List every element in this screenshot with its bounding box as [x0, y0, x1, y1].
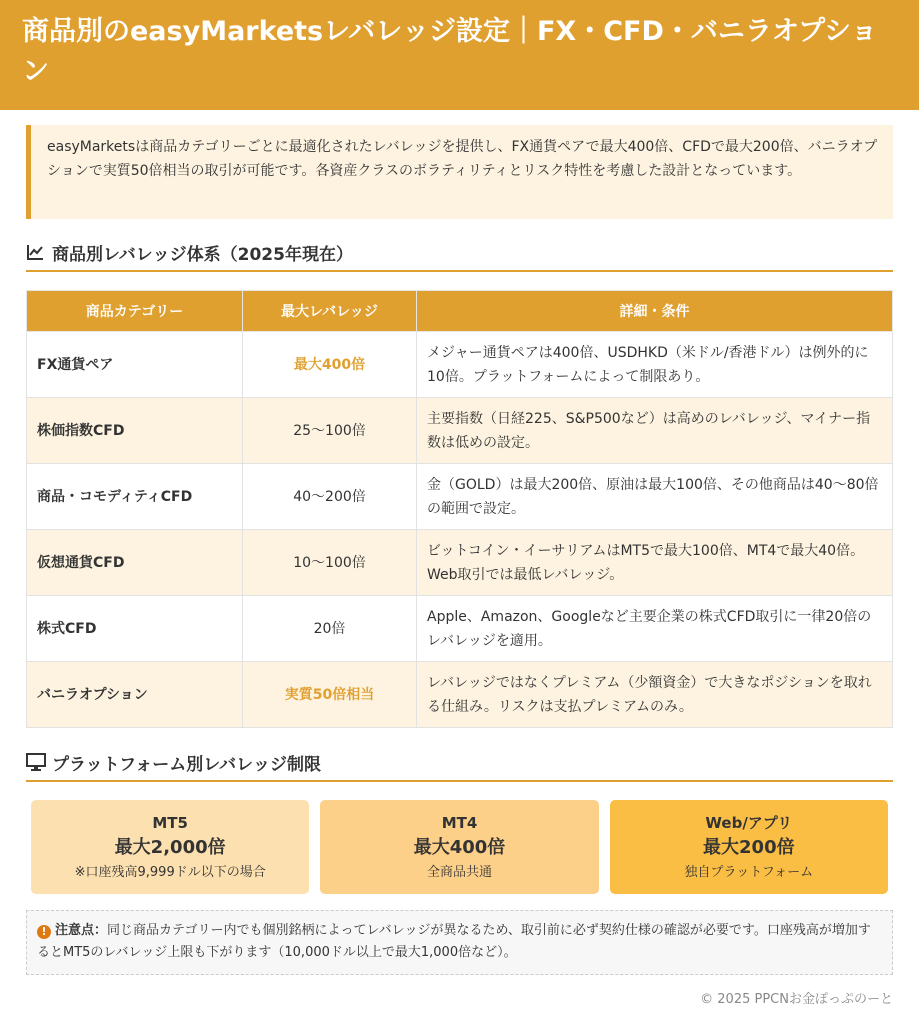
platform-note: 独自プラットフォーム	[684, 865, 814, 880]
platform-cards	[31, 800, 888, 894]
header-max: 最大レバレッジ	[243, 291, 417, 332]
category-cell: FX通貨ペア	[27, 332, 243, 398]
page-header	[0, 0, 919, 110]
platform-card-web	[610, 800, 888, 894]
platform-value: 最大400倍	[413, 837, 506, 858]
page-title: 商品別のeasyMarketsレバレッジ設定｜FX・CFD・バニラオプション	[22, 16, 878, 87]
platform-note: 全商品共通	[426, 865, 492, 880]
category-cell: 仮想通貨CFD	[27, 530, 243, 596]
table-row	[27, 464, 893, 530]
platform-value: 最大2,000倍	[114, 837, 226, 858]
leverage-table	[26, 290, 893, 728]
platform-value: 最大200倍	[703, 837, 795, 858]
table-row	[27, 662, 893, 728]
platform-name: Web/アプリ	[705, 814, 793, 832]
header-detail: 詳細・条件	[417, 291, 893, 332]
category-cell: 株価指数CFD	[27, 398, 243, 464]
intro-text: easyMarketsは商品カテゴリーごとに最適化されたレバレッジを提供し、FX通貨ペアで最大400倍、CFDで最大200倍、バニラオプションで実質50倍相当の取引が可能です。各資産クラスのボラティリティとリスク特性を考慮した設計となっています。	[47, 139, 878, 179]
table-row	[27, 596, 893, 662]
max-leverage-cell: 10〜100倍	[243, 530, 417, 596]
category-cell: 商品・コモディティCFD	[27, 464, 243, 530]
notice-label: 注意点：	[55, 923, 108, 938]
section-platform-title: プラットフォーム別レバレッジ制限	[52, 754, 321, 775]
platform-card-mt5	[31, 800, 309, 894]
platform-name: MT4	[441, 814, 478, 832]
intro-box	[26, 125, 893, 219]
exclamation-circle-icon: !	[37, 925, 51, 939]
detail-cell: 金（GOLD）は最大200倍、原油は最大100倍、その他商品は40〜80倍の範囲で設定。	[417, 464, 893, 530]
max-leverage-cell: 実質50倍相当	[243, 662, 417, 728]
max-leverage-cell: 40〜200倍	[243, 464, 417, 530]
platform-card-mt4	[320, 800, 598, 894]
section-leverage-title: 商品別レバレッジ体系（2025年現在）	[52, 244, 353, 265]
detail-cell: 主要指数（日経225、S&P500など）は高めのレバレッジ、マイナー指数は低めの設定。	[417, 398, 893, 464]
max-leverage-cell: 最大400倍	[243, 332, 417, 398]
platform-note: ※口座残高9,999ドル以下の場合	[74, 865, 266, 880]
notice-box	[26, 910, 893, 975]
category-cell: バニラオプション	[27, 662, 243, 728]
detail-cell: Apple、Amazon、Googleなど主要企業の株式CFD取引に一律20倍のレバレッジを適用。	[417, 596, 893, 662]
section-leverage-heading	[26, 240, 893, 272]
monitor-icon	[26, 753, 44, 771]
footer-copyright: © 2025 PPCNお金ぽっぷのーと	[700, 992, 893, 1007]
detail-cell: レバレッジではなくプレミアム（少額資金）で大きなポジションを取れる仕組み。リスクは支払プレミアムのみ。	[417, 662, 893, 728]
chart-line-icon	[26, 243, 44, 261]
table-header-row	[27, 291, 893, 332]
section-platform-heading	[26, 750, 893, 782]
header-category: 商品カテゴリー	[27, 291, 243, 332]
detail-cell: ビットコイン・イーサリアムはMT5で最大100倍、MT4で最大40倍。Web取引では最低レバレッジ。	[417, 530, 893, 596]
max-leverage-cell: 20倍	[243, 596, 417, 662]
table-row	[27, 398, 893, 464]
table-row	[27, 530, 893, 596]
max-leverage-cell: 25〜100倍	[243, 398, 417, 464]
category-cell: 株式CFD	[27, 596, 243, 662]
table-row	[27, 332, 893, 398]
platform-name: MT5	[152, 814, 188, 832]
notice-text: 同じ商品カテゴリー内でも個別銘柄によってレバレッジが異なるため、取引前に必ず契約仕様の確認が必要です。口座残高が増加するとMT5のレバレッジ上限も下がります（10,000ドル以上で最大1,000倍など）。	[37, 923, 871, 960]
detail-cell: メジャー通貨ペアは400倍、USDHKD（米ドル/香港ドル）は例外的に10倍。プラットフォームによって制限あり。	[417, 332, 893, 398]
